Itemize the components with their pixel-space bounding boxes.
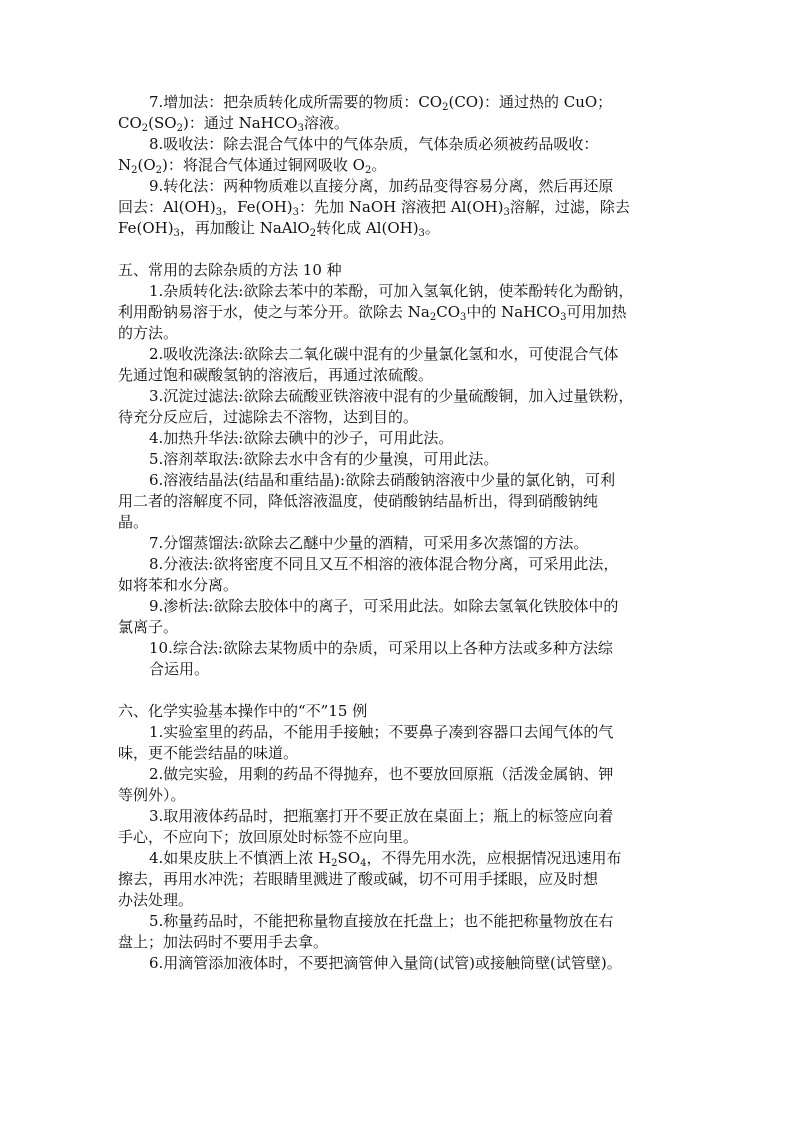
text-line: 7.增加法：把杂质转化成所需要的物质：$CO_2(CO)$：通过热的 CuO； <box>149 93 613 113</box>
text-line: 1.杂质转化法:欲除去苯中的苯酚，可加入氢氧化钠，使苯酚转化为酚钠， <box>149 282 634 300</box>
text-line: 办法处理。 <box>118 891 194 909</box>
text-line: 等例外）。 <box>118 786 186 804</box>
text-line: 氯离子。 <box>118 618 179 636</box>
text-line: $Fe(OH)_3$，再加酸让 NaAlO$_2$转化成 $Al(OH)_3$。 <box>118 219 440 239</box>
section5-body <box>118 281 698 680</box>
text-line: 2.做完实验，用剩的药品不得抛弃，也不要放回原瓶（活泼金属钠、钾 <box>149 765 614 783</box>
text-line: 手心，不应向下；放回原处时标签不应向里。 <box>118 828 419 846</box>
text-line: 5.称量药品时，不能把称量物直接放在托盘上；也不能把称量物放在右 <box>149 912 614 930</box>
section-heading: 五、常用的去除杂质的方法 10 种 <box>118 261 342 279</box>
text-line: 8.吸收法：除去混合气体中的气体杂质，气体杂质必须被药品吸收： <box>149 135 599 153</box>
text-line: 10.综合法:欲除去某物质中的杂质，可采用以上各种方法或多种方法综 <box>149 639 613 657</box>
text-line: 待充分反应后，过滤除去不溶物，达到目的。 <box>118 408 419 426</box>
text-line: 的方法。 <box>118 324 179 342</box>
text-line: 3.取用液体药品时，把瓶塞打开不要正放在桌面上；瓶上的标签应向着 <box>149 807 614 825</box>
text-line: 合运用。 <box>149 660 210 678</box>
document-content <box>118 92 698 974</box>
text-line: $CO_2(SO_2)$：通过 NaHCO$_3$溶液。 <box>118 114 349 134</box>
text-line: 4.加热升华法:欲除去碘中的沙子，可用此法。 <box>149 429 454 447</box>
text-line: 味，更不能尝结晶的味道。 <box>118 744 299 762</box>
text-line: 9.转化法：两种物质难以直接分离，加药品变得容易分离，然后再还原 <box>149 177 614 195</box>
text-line: 盘上；加法码时不要用手去拿。 <box>118 933 329 951</box>
text-line: 擦去，再用水冲洗；若眼睛里溅进了酸或碱，切不可用手揉眼，应及时想 <box>118 870 599 888</box>
section6-body <box>118 722 698 974</box>
text-line: 2.吸收洗涤法:欲除去二氧化碳中混有的少量氯化氢和水，可使混合气体 <box>149 345 619 363</box>
text-line: 3.沉淀过滤法:欲除去硫酸亚铁溶液中混有的少量硫酸铜，加入过量铁粉， <box>149 387 634 405</box>
text-line: 9.渗析法:欲除去胶体中的离子，可采用此法。如除去氢氧化铁胶体中的 <box>149 597 619 615</box>
text-line: 用二者的溶解度不同，降低溶液温度，使硝酸钠结晶析出，得到硝酸钠纯 <box>118 492 599 510</box>
text-line: 6.用滴管添加液体时，不要把滴管伸入量筒(试管)或接触筒壁(试管壁)。 <box>149 954 622 972</box>
text-line: 6.溶液结晶法(结晶和重结晶):欲除去硝酸钠溶液中少量的氯化钠，可利 <box>149 471 616 489</box>
text-line: 回去：$Al(OH)_3$，$Fe(OH)_3$：先加 NaOH 溶液把 $Al(OH)_3$溶解，过滤，除去 <box>118 198 630 218</box>
text-line: 1.实验室里的药品，不能用手接触；不要鼻子凑到容器口去闻气体的气 <box>149 723 614 741</box>
text-line: 4.如果皮肤上不慎洒上浓 $H_2SO_4$，不得先用水洗，应根据情况迅速用布 <box>149 849 622 869</box>
text-line: $N_2(O_2)$：将混合气体通过铜网吸收 $O_2$。 <box>118 156 387 176</box>
text-line: 利用酚钠易溶于水，使之与苯分开。欲除去 $Na_2CO_3$中的 NaHCO$_3$可用加热 <box>118 303 627 323</box>
text-line: 7.分馏蒸馏法:欲除去乙醚中少量的酒精，可采用多次蒸馏的方法。 <box>149 534 589 552</box>
intro-section <box>118 92 698 239</box>
text-line: 先通过饱和碳酸氢钠的溶液后，再通过浓硫酸。 <box>118 366 434 384</box>
text-line: 如将苯和水分离。 <box>118 576 239 594</box>
text-line: 晶。 <box>118 513 149 531</box>
text-line: 5.溶剂萃取法:欲除去水中含有的少量溴，可用此法。 <box>149 450 499 468</box>
text-line: 8.分液法:欲将密度不同且又互不相溶的液体混合物分离，可采用此法， <box>149 555 619 573</box>
section-heading: 六、化学实验基本操作中的“不”15 例 <box>118 702 368 720</box>
